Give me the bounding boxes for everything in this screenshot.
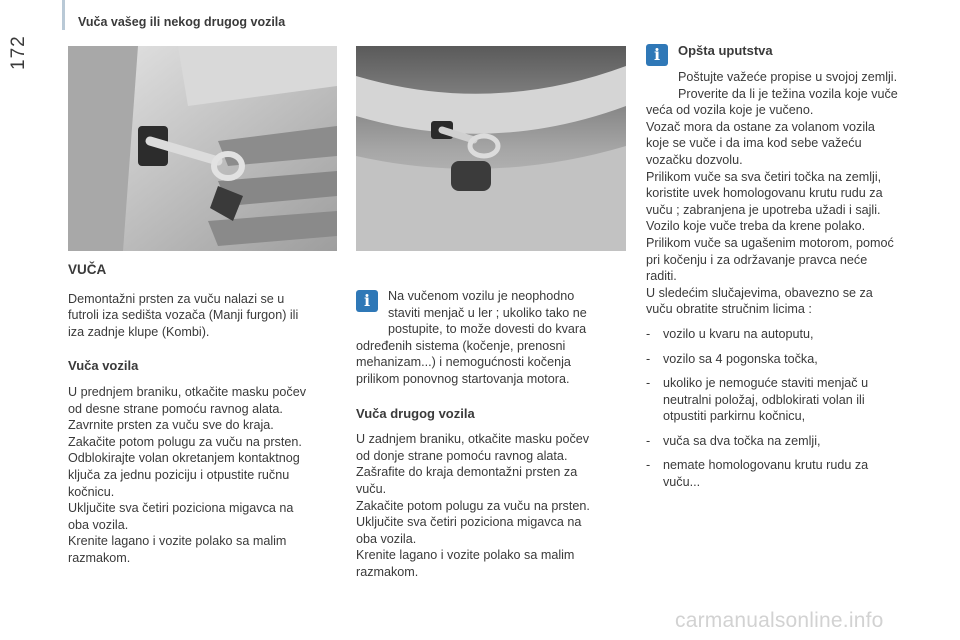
- general-instructions-title: Opšta uputstva: [678, 43, 773, 58]
- rear-towing-eye-photo: [356, 46, 626, 251]
- towing-eye-front-photo-icon: [68, 46, 337, 251]
- note-text-first: Na vučenom vozilu je neophodno staviti menjač u ler ; ukoliko tako ne postupite, to može dovesti do kvara: [388, 289, 587, 337]
- own-vehicle-towing-heading: Vuča vozila: [68, 358, 139, 374]
- front-towing-eye-photo: [68, 46, 337, 251]
- other-vehicle-towing-text: U zadnjem braniku, otkačite masku počev od donje strane pomoću ravnog alata. Zašrafite do kraja demontažni prsten za vuču. Zakačite potom polugu za vuču na prsten. Uključite sva četiri poziciona migavca na oba vozila. Krenite lagano i vozite polako sa malim razmakom.: [356, 432, 590, 579]
- watermark-text: carmanualsonline.info: [675, 609, 884, 632]
- page-number: 172: [8, 35, 29, 70]
- info-icon: i: [646, 44, 668, 66]
- list-item: - vozilo sa 4 pogonska točka,: [646, 351, 916, 368]
- neutral-gear-note: [356, 288, 626, 388]
- column-middle: [356, 288, 626, 581]
- list-item: - vuča sa dva točka na zemlji,: [646, 433, 916, 450]
- info-icon: i: [356, 290, 378, 312]
- general-instructions-text-first: Poštujte važeće propise u svojoj zemlji. Proverite da li je težina vozila koje vuče: [678, 70, 898, 101]
- other-vehicle-towing-heading: Vuča drugog vozila: [356, 405, 475, 421]
- page-header-title: Vuča vašeg ili nekog drugog vozila: [78, 15, 286, 29]
- expert-cases-list: [646, 326, 916, 491]
- towing-intro-text: Demontažni prsten za vuču nalazi se u futroli iza sedišta vozača (Manji furgon) ili iza zadnje klupe (Kombi).: [68, 291, 299, 339]
- towing-eye-rear-photo-icon: [356, 46, 626, 251]
- general-instructions-text-rest: veća od vozila koje je vučeno. Vozač mora da ostane za volanom vozila koje se vuče i da ima kod sebe važeću vozačku dozvolu. Prilikom vuče sa sva četiri točka na zemlji, koristite uvek homologovanu krutu rudu za vuču ; zabranjena je upotreba užadi i sajli. Vozilo koje vuče treba da krene polako. Prilikom vuče sa ugašenim motorom, pomoć pri kočenju i za održavanje pravca neće raditi. U sledećim slučajevima, obavezno se za vuču obratite stručnim licima :: [646, 103, 894, 317]
- list-item: - ukoliko je nemoguće staviti menjač u neutralni položaj, odblokirati volan ili otpustiti parkirnu kočnicu,: [646, 375, 916, 425]
- column-right: [646, 42, 916, 491]
- list-item: - nemate homologovanu krutu rudu za vuču...: [646, 457, 916, 490]
- general-instructions-box: [646, 42, 916, 491]
- own-vehicle-towing-text: U prednjem braniku, otkačite masku počev od desne strane pomoću ravnog alata. Zavrnite prsten za vuču sve do kraja. Zakačite potom polugu za vuču na prsten. Odblokirajte volan okretanjem kontaktnog ključa za jednu poziciju i otpustite ručnu kočnicu. Uključite sva četiri poziciona migavca na oba vozila. Krenite lagano i vozite polako sa malim razmakom.: [68, 384, 306, 565]
- towing-heading: VUČA: [68, 262, 107, 277]
- note-text-rest: određenih sistema (kočenje, prenosni mehanizam...) i nemogućnosti kočenja prilikom ponovnog startovanja motora.: [356, 338, 571, 386]
- column-left: [68, 262, 336, 567]
- list-item: - vozilo u kvaru na autoputu,: [646, 326, 916, 343]
- header-accent-bar: [62, 0, 65, 30]
